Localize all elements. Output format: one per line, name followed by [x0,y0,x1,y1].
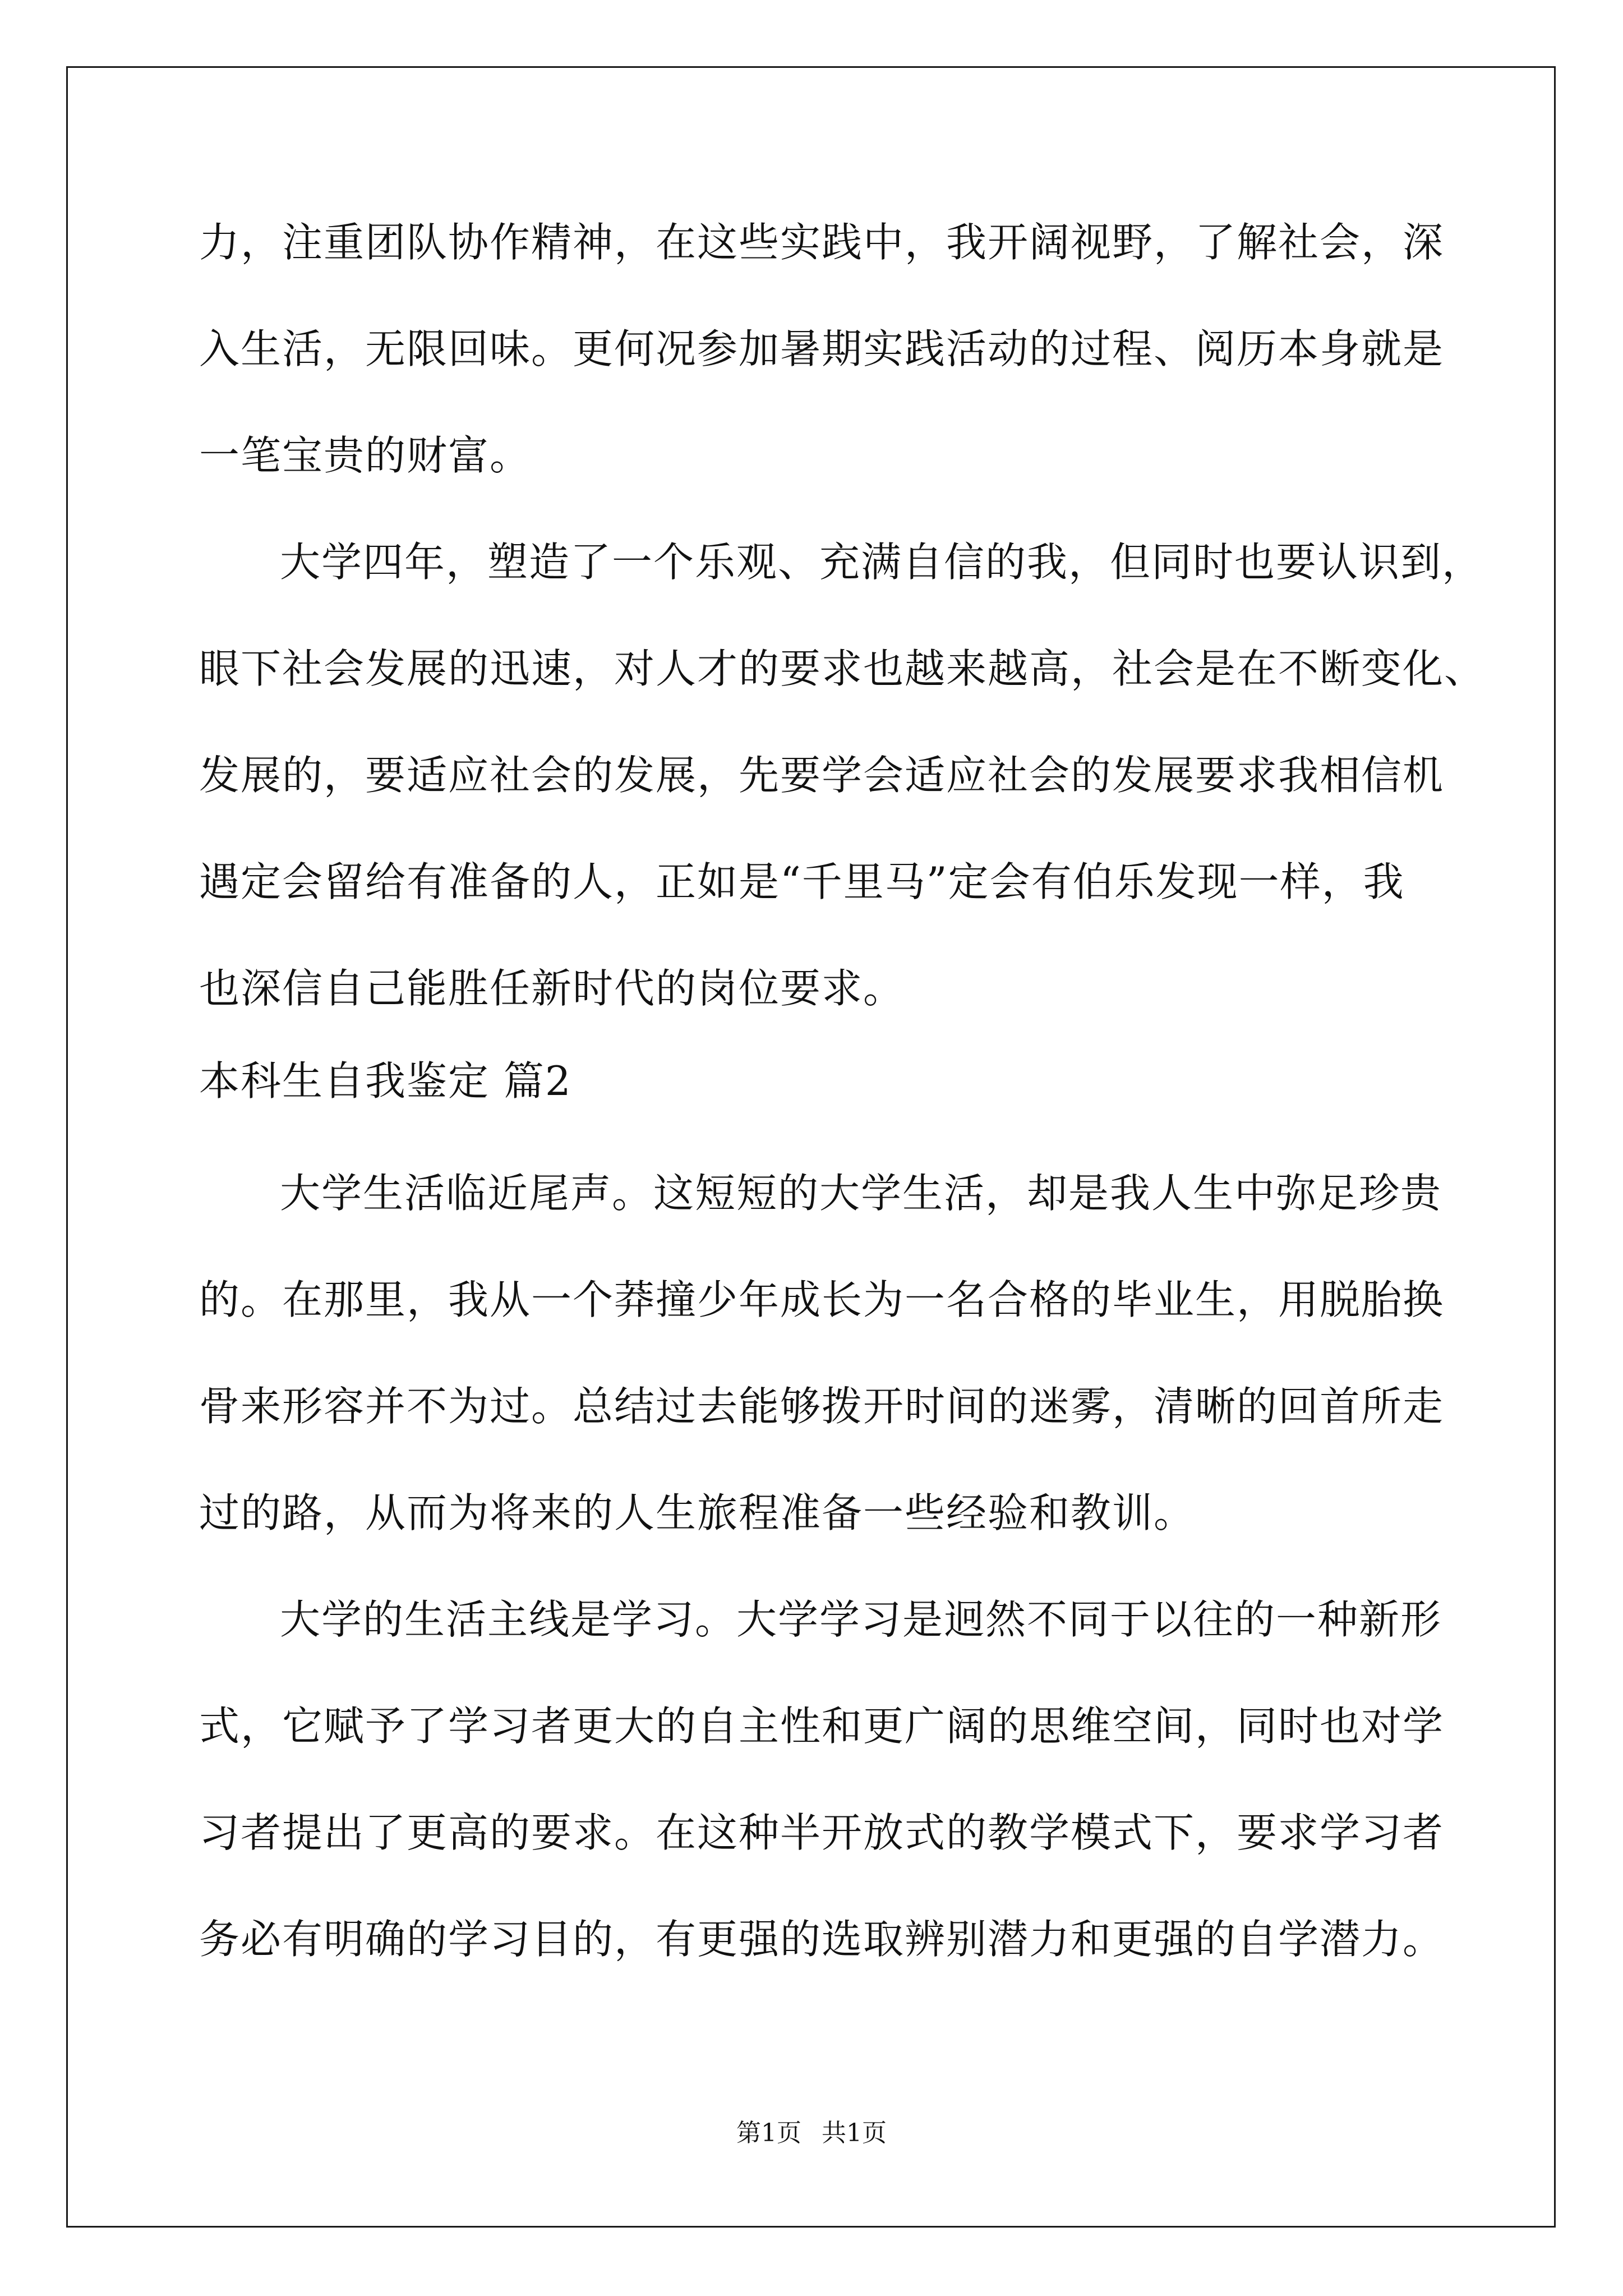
paragraph-2-line-1: 大学四年，塑造了一个乐观、充满自信的我，但同时也要认识到， [280,539,1484,586]
page-number: 第1页 [736,2119,801,2147]
document-body [199,216,1486,1966]
paragraph-1-line-1: 力，注重团队协作精神，在这些实践中，我开阔视野，了解社会，深 [199,219,1445,266]
paragraph-2-line-3: 发展的，要适应社会的发展，先要学会适应社会的发展要求我相信机 [199,752,1445,799]
paragraph-4-line-3: 习者提出了更高的要求。在这种半开放式的教学模式下，要求学习者 [199,1809,1445,1856]
paragraph-2-line-4: 遇定会留给有准备的人，正如是“千里马”定会有伯乐发现一样，我 [199,858,1405,905]
section-heading: 本科生自我鉴定 篇2 [199,1057,572,1105]
page-footer [0,2118,1623,2149]
paragraph-1-line-3: 一笔宝贵的财富。 [199,432,532,479]
paragraph-4-line-4: 务必有明确的学习目的，有更强的选取辨别潜力和更强的自学潜力。 [199,1916,1445,1963]
paragraph-4-line-2: 式，它赋予了学习者更大的自主性和更广阔的思维空间，同时也对学 [199,1703,1445,1750]
paragraph-2-line-2: 眼下社会发展的迅速，对人才的要求也越来越高，社会是在不断变化、 [199,645,1486,692]
paragraph-3-line-3: 骨来形容并不为过。总结过去能够拨开时间的迷雾，清晰的回首所走 [199,1383,1445,1430]
paragraph-2-line-5: 也深信自己能胜任新时代的岗位要求。 [199,965,905,1012]
paragraph-1-line-2: 入生活，无限回味。更何况参加暑期实践活动的过程、阅历本身就是 [199,325,1445,372]
page-total: 共1页 [822,2119,887,2147]
paragraph-3-line-2: 的。在那里，我从一个莽撞少年成长为一名合格的毕业生，用脱胎换 [199,1276,1445,1323]
paragraph-4-line-1: 大学的生活主线是学习。大学学习是迥然不同于以往的一种新形 [280,1596,1442,1643]
paragraph-3-line-4: 过的路，从而为将来的人生旅程准备一些经验和教训。 [199,1489,1196,1536]
paragraph-3-line-1: 大学生活临近尾声。这短短的大学生活，却是我人生中弥足珍贵 [280,1170,1442,1217]
